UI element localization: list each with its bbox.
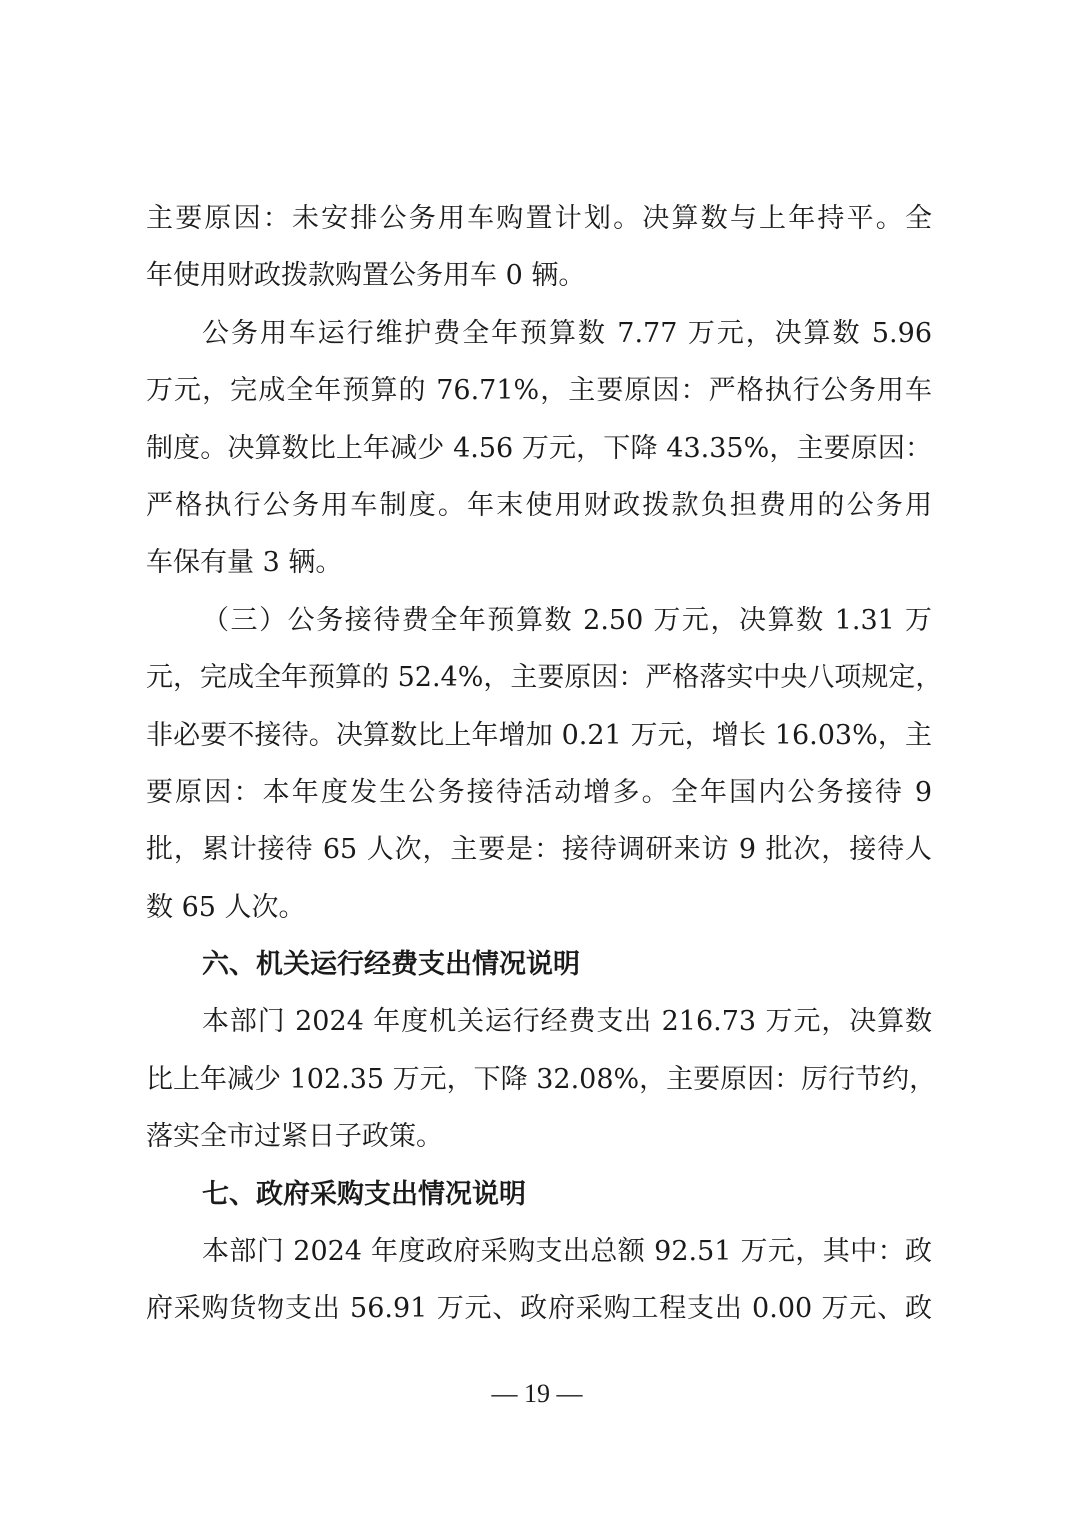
- page-body: [146, 190, 943, 1338]
- paragraph: [146, 305, 932, 592]
- heading-text: 六、机关运行经费支出情况说明: [202, 949, 580, 981]
- paragraph: [146, 1223, 932, 1338]
- text-line: 批，累计接待 65 人次，主要是：接待调研来访 9 批次，接待人: [146, 834, 932, 866]
- text-line: 万元，完成全年预算的 76.71%，主要原因：严格执行公务用车: [146, 375, 932, 407]
- paragraph: [146, 592, 943, 936]
- text-line: 要原因：本年度发生公务接待活动增多。全年国内公务接待 9: [146, 776, 932, 808]
- text-line: 落实全市过紧日子政策。: [146, 1121, 443, 1153]
- text-line: 车保有量 3 辆。: [146, 547, 343, 579]
- text-line: 非必要不接待。决算数比上年增加 0.21 万元，增长 16.03%，主: [146, 719, 932, 751]
- text-line: （三）公务接待费全年预算数 2.50 万元，决算数 1.31 万: [202, 604, 932, 636]
- section-heading: [146, 936, 932, 993]
- text-line: 本部门 2024 年度机关运行经费支出 216.73 万元，决算数: [202, 1006, 932, 1038]
- heading-text: 七、政府采购支出情况说明: [202, 1178, 526, 1210]
- paragraph: [146, 993, 937, 1165]
- text-line: 元，完成全年预算的 52.4%，主要原因：严格落实中央八项规定，: [146, 662, 943, 694]
- section-heading: [146, 1166, 932, 1223]
- text-line: 府采购货物支出 56.91 万元、政府采购工程支出 0.00 万元、政: [146, 1293, 932, 1325]
- text-line: 公务用车运行维护费全年预算数 7.77 万元，决算数 5.96: [202, 317, 932, 349]
- text-line: 制度。决算数比上年减少 4.56 万元，下降 43.35%，主要原因：: [146, 432, 932, 464]
- text-line: 严格执行公务用车制度。年末使用财政拨款负担费用的公务用: [146, 489, 932, 521]
- text-line: 数 65 人次。: [146, 891, 306, 923]
- page-number: — 19 —: [491, 1379, 583, 1408]
- paragraph: [146, 190, 932, 305]
- text-line: 本部门 2024 年度政府采购支出总额 92.51 万元，其中：政: [202, 1236, 932, 1268]
- text-line: 年使用财政拨款购置公务用车 0 辆。: [146, 260, 586, 292]
- text-line: 主要原因：未安排公务用车购置计划。决算数与上年持平。全: [146, 203, 932, 234]
- text-line: 比上年减少 102.35 万元，下降 32.08%，主要原因：厉行节约，: [146, 1063, 937, 1095]
